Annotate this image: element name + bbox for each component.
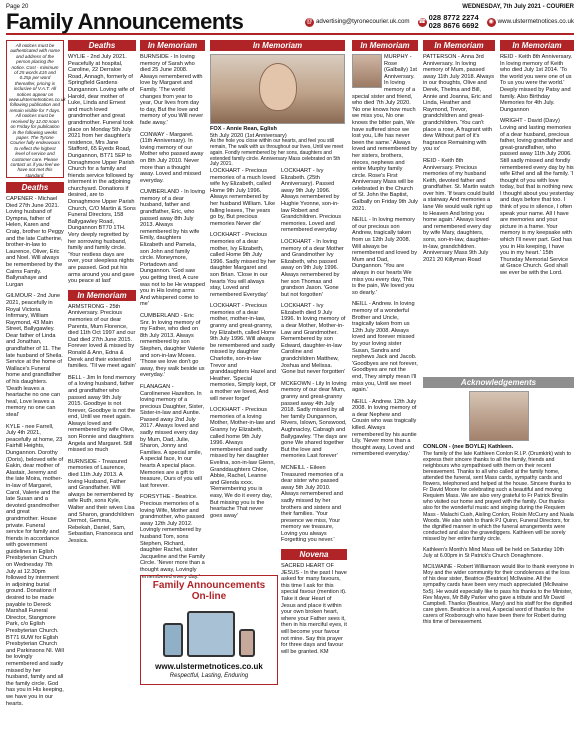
notice-novena: SACRED HEART OF JESUS - In the past I have asked for many favours, this time I ask for this special favour (mention it). Take it dear Heart of Jesus and place it within your own broken heart, where your Father sees it, then in his merciful eyes, it will become your favour not mine. Say this prayer for three days and favour will be granted. KM: [281, 563, 347, 655]
deaths-heading: Deaths: [6, 182, 64, 193]
notice-mckeown: MCKEOWN - Lily In loving memory of our dear Mum, granny and great-granny passed away 4th July 2018. Sadly missed by all her family Dungannon, Rivers, Islown, Sonswood, Aughnacloy, Cabragh and Ballygawley. 'The days are gone We shared together But the love and memories Last forever': [281, 380, 347, 460]
notice-reid: REID - Keith 8th Anniversary. Precious memories of my husband Keith, devoted father and grandfather. St. Martin watch over him. 'If tears could build a stairway And memories a lane We would walk right up to Heaven And bring you home again.' Always loved and remembered every day by wife Mary, daughters, sons, son-in-law, daughter-in-law, grandchildren. Anniversary Mass 9th July 2021 20 Killyman Road: [423, 157, 495, 263]
fox-date: 5th July 2020 (1st Anniversary): [210, 132, 287, 139]
page-title: Family Announcements: [6, 9, 244, 34]
memoriam-heading: In Memoriam: [68, 290, 136, 301]
notice-bell: BELL - Jim In fond memory of a loving husband, father and grandfather who passed away 9th July 2015. Goodbye is not forever, Goodbye is not the end, Until we meet again. Always loved and remembered by wife Olive, son Ronnie and daughters Angela and Margaret. Still missed so much: [68, 374, 136, 454]
column-6: [352, 40, 418, 550]
column-7: [423, 40, 495, 370]
portrait-photo-murphy: [352, 54, 382, 88]
notice-forsythe: FORSYTHE - Beatrice. Precious memories of a loving Wife, Mother and grandmother, who passed away 12th July 2012. Lovingly remembered by husband Tom, sons Stephen, Richard, daughter Rachel, sister Jacqueline and the Family Circle. 'Never more than a thought away, Lovingly remembered every day.': [140, 494, 205, 580]
notice-lockhart-4: LOCKHART - Precious memories of a loving Mother, Mother-in-law and Granny Ivy Elizabeth, called home 9th July 1996. Always remembered and sadly missed by her daughter Evelina, son-in-law Glenn, Granddaughters Chloe, Abbie, Rachel, Leanne and Glenda xxxx. 'Remembering you is easy, We do it every day, But missing you is the heartache That never goes away': [210, 407, 275, 519]
notice-murphy: MURPHY - Rose (Galbally) 1st Anniversary. In loving memory of a special sister and friend, who died 7th July 2020. 'No one knows how much we miss you, No one knows the bitter pain, We have suffered since we lost you, Life has never been the same.' Always loved and remembered by her sisters, brothers, nieces, nephews and entire Murphy family circle. Rose's First Anniversary Mass will be celebrated in the Church of St. John the Baptist, Galbally on Friday 9th July 2021.: [352, 54, 418, 212]
online-advert[interactable]: [140, 575, 278, 685]
notice-capener: CAPENER - Michael Died 27th June 2021. Loving husband of Dympna, father of Helen, Karen and Craig, brother to Peggy and the late Catherine, brother-in-law to Laurence, Oliver, Eric and Noel. Will always be remembered by the Cairns Family. Ballynahaye and Lurgan: [6, 196, 64, 288]
advert-sub: Respectful, Lasting, Enduring: [169, 673, 249, 679]
notice-lockhart-5: LOCKHART - Ivy Elizabeth. (25th Anniversary). Passed away 9th July 1996. Always remembered by Hughie Yvonne, son-in-law Robert and Grandchildren. Precious memories. Loved and remembered everyday: [281, 168, 342, 234]
contact-bar: [305, 14, 574, 30]
email-icon: @: [306, 18, 313, 25]
advert-title: Family Announcements On-line: [152, 580, 266, 602]
column-1: [6, 40, 64, 730]
notice-lockhart-7: LOCKHART - Ivy Elizabeth died 9 July 1996. In loving memory of a dear Mother, Mother-in-Law and Grandmother. Remembered by son Edward, daughter-in-law Caroline and grandchildren Matthew, Joshua and Melissa. 'Gone but never forgotten': [281, 303, 346, 376]
notice-lockhart-2: LOCKHART - Precious memories of a dear mother, Ivy Elizabeth, called Home 9th July 1996. Sadly missed by her daughter Margaret and son Brian. 'Close in our hearts You will always stay, Loved and remembered Everyday': [210, 232, 276, 298]
phone-contact[interactable]: ☎ 028 8772 2274 028 8676 6692: [418, 13, 479, 30]
notice-mcneill: MCNEILL - Eileen Treasured memories of a dear sister who passed away 5th July 2010. Always remembered and sadly missed by her brothers and sisters and their families. 'Your presence we miss, Your memory we treasure, Loving you always Forgetting you never.': [281, 464, 344, 544]
globe-icon: ◉: [488, 18, 494, 25]
notice-burnside: BURNSIDE - Treasured memories of Laurence, died 11th July 2013. A loving Husband, Father and Grandfather. Will always be remembered by wife Ruth, sons Kyle, Walter and their wives Lisa and Sharon, grandchildren Dermot, Gemma, Rebekah, Daniel, Sam, Sebastian, Francesca and Jessica.: [68, 458, 135, 544]
notice-lockhart-3: LOCKHART - Precious memories of a dear mother, mother-in-law, granny and great-granny, Ivy Elizabeth, called Home 9th July 1996. Will always be remembered and sadly missed by daughter Charlotte, son-in-law Trevor and granddaughters Hazel and Heather. 'Special memories, Simply kept, Of a mother we loved, And will never forget': [210, 303, 276, 402]
deaths-heading-2: Deaths: [68, 40, 136, 51]
notice-neill-3: NEILL - Andrew. 12th July 2008. In loving memory of a dear Nephew and Cousin who was tragically killed. Always remembered by his auntie Lily. 'Never more than a thought away, Loved and remembered everyday.': [352, 398, 417, 458]
advert-web[interactable]: www.ulstermetnotices.co.uk: [155, 662, 263, 671]
advert-devices-image: [141, 607, 277, 657]
memoriam-heading: In Memoriam: [352, 40, 418, 51]
column-8: [500, 40, 574, 370]
acknowledgements-heading: Acknowledgements: [423, 377, 574, 388]
web-contact[interactable]: ◉ www.ulstermetnotices.co.uk: [488, 17, 574, 25]
fox-name: FOX - Annie Rean, Eglish: [210, 126, 277, 132]
memoriam-heading: In Memoriam: [210, 40, 345, 51]
memoriam-heading: In Memoriam: [140, 40, 205, 51]
notice-box: All notices must be authenticated with name and address of the person placing the notice. Cost - minimum of 25 words £15 and 0.25p per word thereafter, pricing is inclusive of V.A.T. All notices appear on www.ulstermetnotices.co.uk following publication and remain visible for 7 days. All notices must be received by 12.00 noon on Friday for publication in the following weeks paper. The Tyrone Courier fully endeavours to reflect the highest level of service and customer care. Please contact us if you feel we have not met this standard.: [6, 40, 64, 178]
notice-patterson: PATTERSON - Anna 3rd Anniversary. In loving memory of Mum, passed away 11th July 2018. Always in our thoughts, Olive and Derek, Thelma and Bill, Annie and Joanna, Eric and Linda, Heather and Raymond, Trevor, grandchildren and great-grandchildren. 'You can't place a rose, A fragrant with dew Without part of it's fragrance Remaining with you xx': [423, 54, 495, 153]
column-3: [140, 40, 205, 580]
conlon-name: CONLON - (nee BOYLE) Kathleen.: [423, 444, 514, 450]
notice-flanagan: FLANAGAN - Carolinenee Hazelton. In loving memory of a precious Daughter, Sister, Sister-in-law and Auntie. Passed away 2nd July 2017. Always loved and sadly missed every day by Mum, Dad, Julie, Sharon, Jonny and Families. A special smile, A special face, In our hearts A special place. Memories are a gift to treasure, Ours of you will last forever.: [140, 383, 205, 489]
conlon-mass: Kathleen's Month's Mind Mass will be held on Saturday 10th July at 6.00pm in St Patrick's Church Donaghmore.: [423, 547, 564, 560]
notice-wylie: WYLIE - 2nd July 2021. Peacefully at hospital, Caroline, 22 Derraloe Road, Annagh, formerly of Springfield Gardens Dungannon. Loving wife of Harold, dear mother of Luke, Linda and Ernest and much loved grandmother and great grandmother. Funeral took place on Monday 5th July 2021 from her daughter's residence, Mrs Jane Stafford, 65 Eyeds Road, Dungannon, BT71 5EP to Donaghmore Upper Parish Church for a family and friends service followed by interment in the adjoining churchyard. Donations if desired, are to Donaghmore Upper Parish Church, C/O Martin & Sons Funeral Directors, 158 Ballygawley Road, Dungannon BT70 1TH. Very deeply regretted by her sorrowing husband, family and family circle. 'Your restless days are over, your sleepless nights are passed. God put his arms around you and gave you peace at last': [68, 54, 136, 285]
email-contact[interactable]: @ advertising@tyronecourier.uk.com: [306, 17, 410, 25]
title-banner: [6, 11, 574, 35]
memoriam-heading: In Memoriam: [500, 40, 574, 51]
portrait-photo-fox: [210, 54, 345, 124]
conlon-text: The family of the late Kathleen Conlon R.I.P. (Drumkirk) wish to express their sincere thanks to all the family, friends and neighbours who sympathised with them on their recent bereavement. Thanks to all who called at the family home, attended the funeral, sent Mass cards, sympathy cards and flowers, telephoned and helped at the house. Sincere thanks to Fr David Moore for celebrating such a beautiful and moving Requiem Mass. We are also very grateful to Fr Patrick Breslin who visited our home and prayed with the family. Our thanks also for the wonderful music and singing during the Requiem Mass - Malachi Cush, Aisling Conlon, Roisin McCurry and Nuala Woods. We also wish to thank PJ Quinn, Funeral Directors, for the dignified manner in which the funeral arrangements were conducted and also the gravediggers. Kathleen will be sorely missed by her entire family circle.: [423, 450, 574, 542]
notice-cumberland: CUMBERLAND - In loving memory of a dear husband, father and grandfather, Eric, who passed away 8th July 2013. Always remembered by his wife Emily, daughters Elizabeth and Pamela, son John and family circle. Moneymore, Portadown and Dungannon. 'God saw you getting tired, A cure was not to be He wrapped you in His loving arms And whispered come to me': [140, 189, 205, 308]
column-4-5-top: [210, 40, 345, 168]
notice-neill-1: NEILL - In loving memory of our precious son Andrew, tragically taken from us 12th July 2008. Will always be remembered and loved by Mum and Dad, Dungannon. 'You are always in our hearts We miss you every day, This is the pain, We loved you so dearly.': [352, 217, 417, 296]
notice-lockhart-6: LOCKHART - In loving memory of a dear Mother and Grandmother Ivy Elizabeth, who passed away on 9th July 1996. Always remembered by her son Thomas and grandson Jason. 'Gone but not forgotten': [281, 238, 344, 298]
notice-burnside-sarah: BURNSIDE - In loving memory of Sarah who died 25 June 2008. Always remembered with love by Margaret and Family. 'The world changes from year to year, Our lives from day to day, But the love and memory of you Will never fade away.': [140, 54, 204, 126]
column-4: [210, 168, 276, 573]
portrait-photo-conlon: [469, 391, 529, 441]
notice-armstrong: ARMSTRONG - 25th Anniversary. Precious memories of our dear Parents, Mum Florence, died 11th Oct 1997 and our Dad died 27th June 2015. Forever loved & missed by Ronald & Ann, Edna & Derek and their extended families. 'Til we meet again': [68, 303, 136, 370]
notice-gilmour: GILMOUR - 2nd June 2021, peacefully in Royal Victoria Infirmary, William Raymond, 43 Main Street, Ballygawley. Dear father of Linda and Jonathan, grandfather of 11. The late husband of Sheila. Service at the home of Wallace's Funeral home and grandfather of his daughters. 'Death leaves a heartache no one can heal, Love leaves a memory no one can steal': [6, 293, 63, 418]
notice-wright: WRIGHT - David (Davy) Loving and lasting memories of a dear husband, precious father, loving grandfather and great-grandfather, who passed away 11th July 2006. Still sadly missed and fondly remembered every day by his wife Ethel and all the family. 'I thought of you with love today, but that is nothing new. I thought about you yesterday and days before that too. I think of you in silence, I often speak your name. All I have are memories and your picture in a frame. Your memory is my keepsake with which I'll never part. God has you in His keeping, I have you in my heart.' 15th Thursday Memorial Service at Grace Church. God shall we ever be with the Lord.: [500, 118, 574, 276]
acknowledgements-section: [423, 377, 574, 732]
notice-kyle: KYLE - nee Farrell, July 4th 2021, peacefully at home, 23 Fairhill Heights, Dungannon. Dorothy (Doris), beloved wife of Eakin, dear mother of Alastair, Jeremy and the late Moira, mother-in-law of Margaret, Carol, Valerie and the late Susan and a devoted grandmother and great grandmother. House private. Funeral service for family and friends in accordance with government guidelines in Eglish Presbyterian Church on Wednesday 7th July at 12.30pm followed by interment in adjoining burial ground. Donations if desired to be made payable to Dereck Marshall Funeral Director, Stangmore Park, c/o Eglish Presbyterian Church. BT71 6UW for Eglish Presbyterian Church and Parkinsons NI. Will be lovingly remembered and sadly missed by her husband, family and all the family circle. God has you in His keeping, we have you in our hearts.: [6, 423, 64, 707]
notice-neill-2: NEILL - Andrew. In loving memory of a wonderful Brother and Uncle, tragically taken from us 12th July 2008. Always loved and forever missed by your loving sister Susan, Sandra and nephews Jack and Jacob. 'Goodbyes are not forever, Goodbyes are not the end, They simply mean I'll miss you, Until we meet again.': [352, 301, 418, 394]
novena-heading: Novena: [281, 549, 347, 560]
notice-conway: CONWAY - Margaret. (11th Anniversary). In loving memory of our Mother who passed away on 8th July 2010. Never more than a thought away. Loved and missed everyday.: [140, 131, 204, 184]
phone-icon: ☎: [418, 18, 426, 25]
notice-lockhart-1: LOCKHART - Precious memories of a much loved wife Ivy Elizabeth, called Home 9th July 1996. Always remembered by her husband William. 'Like falling leaves, The years go by, But precious memories Never die': [210, 168, 276, 227]
column-2: [68, 40, 136, 730]
notice-cumberland-2: CUMBERLAND - Eric Snr. In loving memory of my Father, who died on 8th July 2013. Always remembered by son Stephen, daughter Valerie and son-in-law Moses. 'Those we love don't go away, they walk beside us everyday.': [140, 312, 205, 379]
notice-reid-2: REID - Keith 8th Anniversary. In loving memory of Keith who died July 1st 2014. 'To the world you were one of us To us you were the world.' Deeply missed by Patsy and family. Also Birthday Memories for 4th July. Dungannon: [500, 54, 573, 113]
page-number: Page 20: [6, 4, 29, 10]
notice-mcilwaine: MCILWAINE - Robert Williamson would like to thank everyone in Moy and the wider community for their condolences at the loss of his dear sister, Beatrice (Beatrice) McIlwaine. All the sympathy cards have been very much appreciated (McIlwaine 5x5). He would especially like to pass his thanks to the Minister, Rev Mayes, Mr Billy Parker who gave a tribute and Mr David Campbell. Thanks (Beatrice, Mary) and his staff for the dignified care given. Beatrice is a real, A special word of thanks to the carers of Roxborough who have been there for Robert during this time of bereavement.: [423, 564, 575, 626]
column-5: [281, 168, 347, 688]
page-date: WEDNESDAY, 7th July 2021 - COURIER: [462, 4, 574, 10]
memoriam-heading: In Memoriam: [423, 40, 495, 51]
fox-verse: As the hole you close within our hearts, and feel you still remain, The walk with us throughout our lives, Until we meet again. Fondly remembered by her sons, daughters and extended family circle. Anniversary Mass celebrated on 5th July 2021.: [210, 138, 344, 168]
